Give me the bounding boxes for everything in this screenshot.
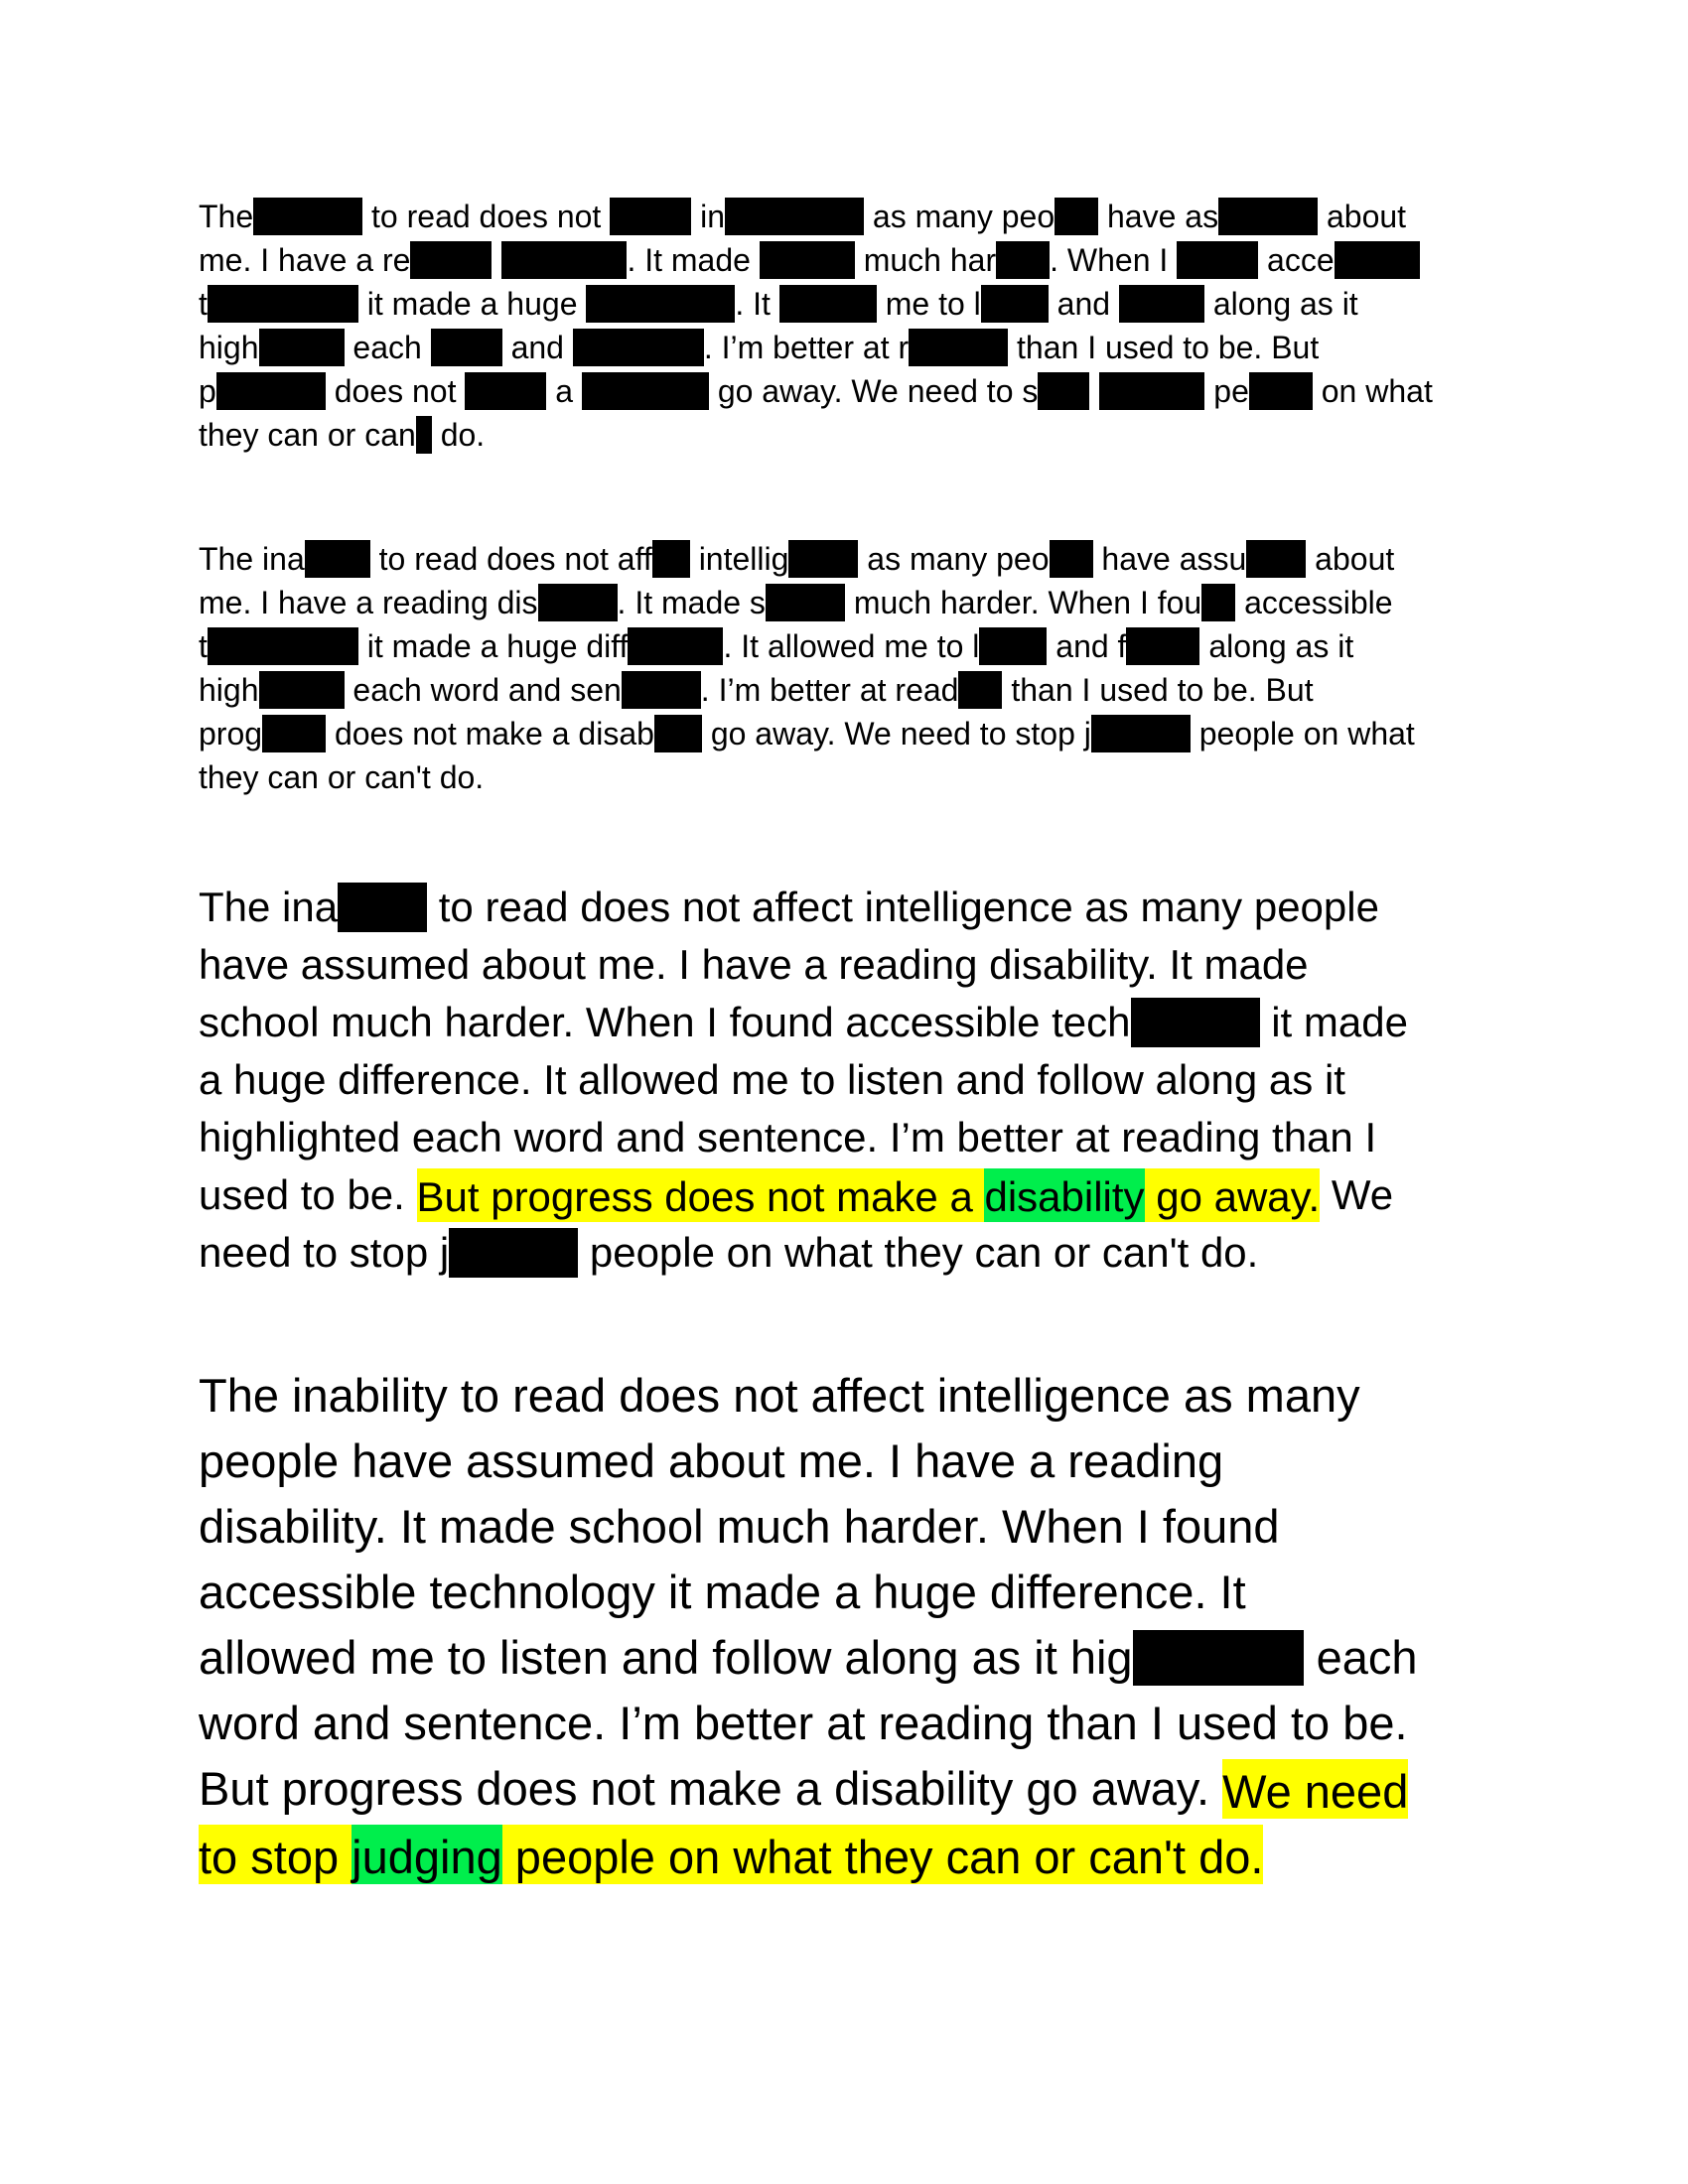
text-line <box>199 1166 1393 1224</box>
text-run: it made a huge <box>357 286 587 322</box>
highlight-yellow: We need <box>1222 1759 1408 1819</box>
text-run: on what <box>1312 373 1433 409</box>
text-run: . I’m better at r <box>703 330 910 365</box>
text-run: does not make a disab <box>326 716 654 751</box>
text-run: about <box>1318 199 1407 234</box>
text-line <box>199 537 1394 581</box>
redaction-box <box>1335 241 1420 279</box>
highlight-yellow: go away. <box>1145 1168 1321 1222</box>
text-line <box>199 712 1415 755</box>
redaction-box <box>573 329 704 366</box>
redaction-box <box>416 416 432 454</box>
redaction-box <box>208 627 358 665</box>
redaction-box <box>465 372 546 410</box>
text-run: much harder. When I fou <box>844 585 1202 620</box>
text-line <box>199 1691 1408 1756</box>
text-run: me. I have a reading dis <box>199 585 538 620</box>
text-run: disability. It made school much harder. When I found <box>199 1500 1280 1553</box>
text-run: highlighted each word and sentence. I’m better at reading than I <box>199 1114 1377 1160</box>
redaction-box <box>779 285 877 323</box>
text-run: The inability to read does not affect intelligence as many <box>199 1369 1360 1422</box>
text-line <box>199 282 1358 326</box>
text-run: t <box>199 628 208 664</box>
text-run: and f <box>1047 628 1127 664</box>
highlight-yellow: people on what they can or can't do. <box>502 1825 1264 1884</box>
redaction-box <box>788 540 858 578</box>
text-run: have assu <box>1092 541 1247 577</box>
text-run: p <box>199 373 216 409</box>
text-run: high <box>199 672 259 708</box>
text-line <box>199 1560 1246 1625</box>
text-line <box>199 1363 1360 1429</box>
redaction-box <box>979 627 1047 665</box>
redaction-box <box>582 372 709 410</box>
text-run: But progress does not make a disability go away. <box>199 1762 1223 1815</box>
text-line <box>199 936 1309 994</box>
redaction-box <box>449 1228 578 1278</box>
text-run: and <box>501 330 573 365</box>
text-run: . When I <box>1050 242 1178 278</box>
text-run: they can or can <box>199 417 416 453</box>
redaction-box <box>1133 1630 1304 1686</box>
text-run: pe <box>1204 373 1249 409</box>
text-run: allowed me to listen and follow along as it hig <box>199 1631 1133 1684</box>
text-line <box>199 755 484 799</box>
text-run: The ina <box>199 541 305 577</box>
redaction-box <box>208 285 358 323</box>
text-line <box>199 624 1353 668</box>
text-run: . It made s <box>617 585 766 620</box>
redaction-box <box>216 372 326 410</box>
redaction-box <box>338 883 427 932</box>
redaction-box <box>1218 198 1318 235</box>
text-run: go away. We need to s <box>708 373 1039 409</box>
text-line <box>199 668 1314 712</box>
text-line <box>199 1494 1280 1560</box>
text-run: people have assumed about me. I have a reading <box>199 1434 1224 1487</box>
text-run: need to stop j <box>199 1229 450 1276</box>
text-run: used to be. <box>199 1171 417 1218</box>
text-run: along as it <box>1199 628 1354 664</box>
redaction-box <box>305 540 370 578</box>
text-line <box>199 195 1406 238</box>
redaction-box <box>1055 198 1098 235</box>
text-run: a huge difference. It allowed me to listen and follow along as it <box>199 1056 1345 1103</box>
redaction-box <box>610 198 691 235</box>
redaction-box <box>259 329 345 366</box>
text-run: to read does not <box>362 199 611 234</box>
text-line <box>199 1756 1408 1822</box>
text-run: We <box>1320 1171 1394 1218</box>
text-run: than I used to be. But <box>1002 672 1314 708</box>
redaction-box <box>1201 584 1235 621</box>
text-run: intellig <box>689 541 789 577</box>
highlight-green: judging <box>352 1825 502 1884</box>
redaction-box <box>262 715 326 752</box>
text-run: accessible <box>1235 585 1393 620</box>
text-run: go away. We need to stop j <box>701 716 1091 751</box>
text-run: acce <box>1258 242 1335 278</box>
text-run: as many peo <box>858 541 1050 577</box>
redaction-box <box>1099 372 1204 410</box>
highlight-green: disability <box>984 1168 1144 1222</box>
text-run: . It made <box>627 242 760 278</box>
text-run: as many peo <box>864 199 1055 234</box>
text-line <box>199 1822 1263 1887</box>
text-run: to read does not aff <box>369 541 652 577</box>
highlight-yellow: to stop <box>199 1825 352 1884</box>
redaction-box <box>538 584 618 621</box>
text-run: each word and sen <box>344 672 622 708</box>
redaction-box <box>654 715 702 752</box>
text-run: in <box>691 199 725 234</box>
text-run: do. <box>431 417 486 453</box>
redaction-box <box>431 329 502 366</box>
text-run: to read does not affect intelligence as many people <box>427 884 1379 930</box>
redaction-box <box>501 241 627 279</box>
text-line <box>199 1051 1345 1109</box>
text-line <box>199 369 1433 413</box>
text-run: each <box>344 330 431 365</box>
text-run: people on what they can or can't do. <box>578 1229 1259 1276</box>
redaction-box <box>1119 285 1204 323</box>
redaction-box <box>1038 372 1089 410</box>
text-line <box>199 413 485 457</box>
redaction-box <box>1249 372 1313 410</box>
text-run: much har <box>854 242 997 278</box>
redaction-box <box>1126 627 1199 665</box>
text-run: me. I have a re <box>199 242 411 278</box>
redaction-box <box>996 241 1050 279</box>
text-line <box>199 581 1393 624</box>
text-run: does not <box>325 373 466 409</box>
text-run: each <box>1303 1631 1418 1684</box>
text-line <box>199 1109 1376 1166</box>
text-run: along as it <box>1203 286 1358 322</box>
text-run: they can or can't do. <box>199 759 485 795</box>
text-line <box>199 1429 1223 1494</box>
text-line <box>199 1224 1258 1282</box>
text-run: The <box>199 199 254 234</box>
text-run: The ina <box>199 884 339 930</box>
redaction-box <box>725 198 864 235</box>
text-run: have as <box>1098 199 1219 234</box>
text-run: and <box>1048 286 1119 322</box>
redaction-box <box>1050 540 1093 578</box>
redaction-box <box>760 241 855 279</box>
text-line <box>199 994 1408 1051</box>
text-run: t <box>199 286 208 322</box>
text-line <box>199 238 1420 282</box>
text-run: . I’m better at read <box>700 672 959 708</box>
text-run: accessible technology it made a huge difference. It <box>199 1566 1246 1618</box>
text-run: prog <box>199 716 263 751</box>
text-line <box>199 326 1319 369</box>
text-run: about <box>1306 541 1395 577</box>
redaction-box <box>1246 540 1306 578</box>
text-run: a <box>546 373 582 409</box>
redaction-box <box>1177 241 1258 279</box>
redaction-box <box>958 671 1002 709</box>
redaction-box <box>410 241 492 279</box>
text-run: have assumed about me. I have a reading disability. It made <box>199 941 1309 988</box>
text-run: people on what <box>1190 716 1415 751</box>
redaction-box <box>586 285 735 323</box>
highlight-yellow: But progress does not make a <box>417 1168 985 1222</box>
redaction-box <box>766 584 845 621</box>
redaction-box <box>622 671 701 709</box>
redaction-box <box>652 540 690 578</box>
redaction-box <box>981 285 1049 323</box>
text-run: . It allowed me to l <box>723 628 980 664</box>
redaction-box <box>259 671 345 709</box>
text-run: than I used to be. But <box>1008 330 1320 365</box>
redaction-box <box>1131 998 1260 1047</box>
text-run: school much harder. When I found accessible tech <box>199 999 1131 1045</box>
text-line <box>199 879 1379 936</box>
redaction-box <box>253 198 362 235</box>
text-run: word and sentence. I’m better at reading than I used to be. <box>199 1697 1408 1749</box>
text-run: high <box>199 330 259 365</box>
redaction-box <box>628 627 723 665</box>
redaction-box <box>1091 715 1191 752</box>
text-run: . It <box>735 286 779 322</box>
text-line <box>199 1625 1418 1691</box>
text-run: it made a huge diff <box>357 628 629 664</box>
redaction-box <box>909 329 1008 366</box>
text-run: me to l <box>876 286 981 322</box>
text-run: it made <box>1259 999 1408 1045</box>
